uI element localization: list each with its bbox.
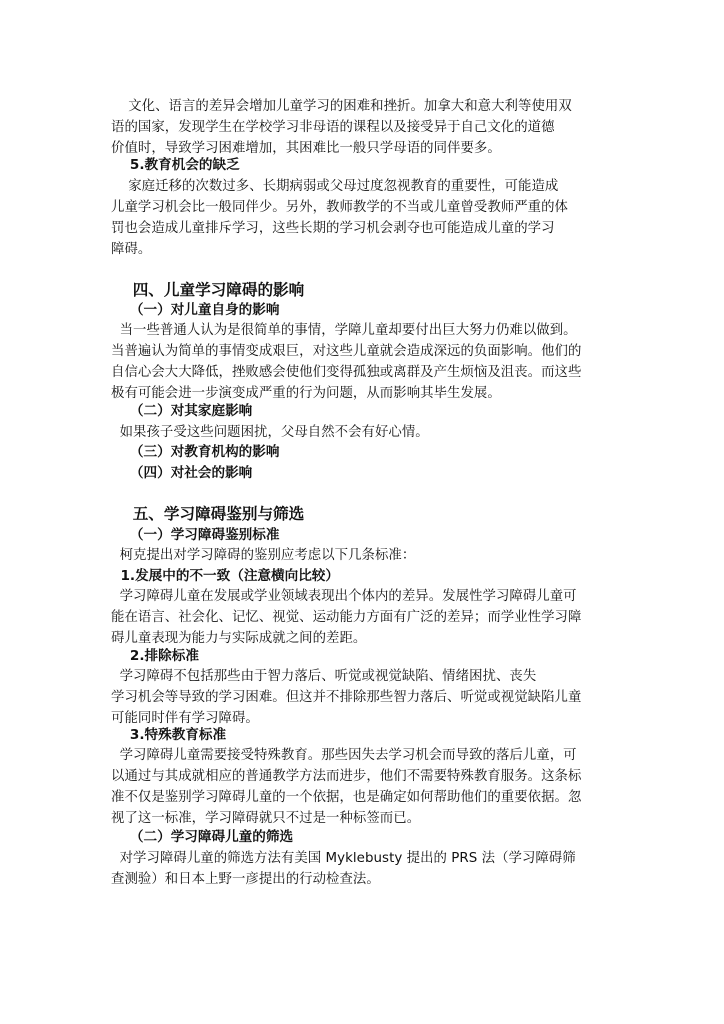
paragraph-language-difference (111, 96, 614, 159)
text-line: 可能同时伴有学习障碍。 (111, 711, 259, 726)
section-heading-identification: 五、学习障碍鉴别与筛选 (111, 505, 305, 523)
text-line: 罚也会造成儿童排斥学习，这些长期的学习机会剥夺也可能造成儿童的学习 (111, 221, 555, 236)
text-line: 学习机会等导致的学习困难。但这并不排除那些智力落后、听觉或视觉缺陷儿童 (111, 690, 582, 705)
heading-impact-family: （二）对其家庭影响 (111, 403, 253, 419)
heading-education-opportunity: 5.教育机会的缺乏 (111, 157, 240, 173)
text-line: 当一些普通人认为是很简单的事情，学障儿童却要付出巨大努力仍难以做到。 (111, 323, 577, 338)
text-line: 文化、语言的差异会增加儿童学习的困难和挫折。加拿大和意大利等使用双 (111, 99, 572, 114)
text-line: 极有可能会进一步演变成严重的行为问题，从而影响其毕生发展。 (111, 386, 501, 401)
paragraph-special-education-criteria (111, 745, 614, 829)
heading-developmental-discrepancy: 1.发展中的不一致（注意横向比较） (111, 568, 339, 584)
paragraph-impact-family (111, 422, 614, 443)
paragraph-exclusion-criteria (111, 666, 614, 729)
text-line: 价值时，导致学习困难增加，其困难比一般只学母语的同伴要多。 (111, 141, 501, 156)
heading-impact-institution: （三）对教育机构的影响 (111, 444, 280, 460)
text-line: 家庭迁移的次数过多、长期病弱或父母过度忽视教育的重要性，可能造成 (111, 179, 559, 194)
text-line: 自信心会大大降低，挫败感会使他们变得孤独或离群及产生烦恼及沮丧。而这些 (111, 365, 582, 380)
text-line: 如果孩子受这些问题困扰，父母自然不会有好心情。 (111, 425, 429, 440)
heading-special-education-criteria: 3.特殊教育标准 (111, 727, 227, 743)
text-line: 碍儿童表现为能力与实际成就之间的差距。 (111, 631, 367, 646)
heading-exclusion-criteria: 2.排除标准 (111, 648, 199, 664)
text-line: 当普遍认为简单的事情变成艰巨，对这些儿童就会造成深远的负面影响。他们的 (111, 344, 582, 359)
text-line: 学习障碍不包括那些由于智力落后、听觉或视觉缺陷、情绪困扰、丧失 (111, 669, 537, 684)
text-line: 障碍。 (111, 242, 152, 257)
paragraph-education-opportunity (111, 176, 614, 260)
heading-impact-self: （一）对儿童自身的影响 (111, 302, 280, 318)
text-line: 柯克提出对学习障碍的鉴别应考虑以下几条标准： (111, 548, 416, 563)
text-line: 学习障碍儿童需要接受特殊教育。那些因失去学习机会而导致的落后儿童，可 (111, 748, 577, 763)
text-line: 以通过与其成就相应的普通教学方法而进步，他们不需要特殊教育服务。这条标 (111, 769, 582, 784)
paragraph-impact-self (111, 320, 614, 404)
section-heading-impact: 四、儿童学习障碍的影响 (111, 281, 305, 299)
text-line: 查测验）和日本上野一彦提出的行动检查法。 (111, 872, 380, 887)
text-line: 学习障碍儿童在发展或学业领域表现出个体内的差异。发展性学习障碍儿童可 (111, 589, 577, 604)
text-line: 准不仅是鉴别学习障碍儿童的一个依据，也是确定如何帮助他们的重要依据。忽 (111, 790, 582, 805)
text-line: 视了这一标准，学习障碍就只不过是一种标签而已。 (111, 811, 421, 826)
text-line: 能在语言、社会化、记忆、视觉、运动能力方面有广泛的差异；而学业性学习障 (111, 610, 582, 625)
heading-screening: （二）学习障碍儿童的筛选 (111, 829, 294, 845)
text-line: 儿童学习机会比一般同伴少。另外，教师教学的不当或儿童曾受教师严重的体 (111, 200, 568, 215)
paragraph-screening (111, 848, 614, 890)
paragraph-kirk-criteria (111, 545, 614, 566)
text-line: 对学习障碍儿童的筛选方法有美国 Myklebusty 提出的 PRS 法（学习障碍筛 (111, 851, 576, 866)
text-line: 语的国家，发现学生在学校学习非母语的课程以及接受异于自己文化的道德 (111, 120, 555, 135)
paragraph-developmental-discrepancy (111, 586, 614, 649)
heading-identification-criteria: （一）学习障碍鉴别标准 (111, 527, 280, 543)
heading-impact-society: （四）对社会的影响 (111, 465, 253, 481)
